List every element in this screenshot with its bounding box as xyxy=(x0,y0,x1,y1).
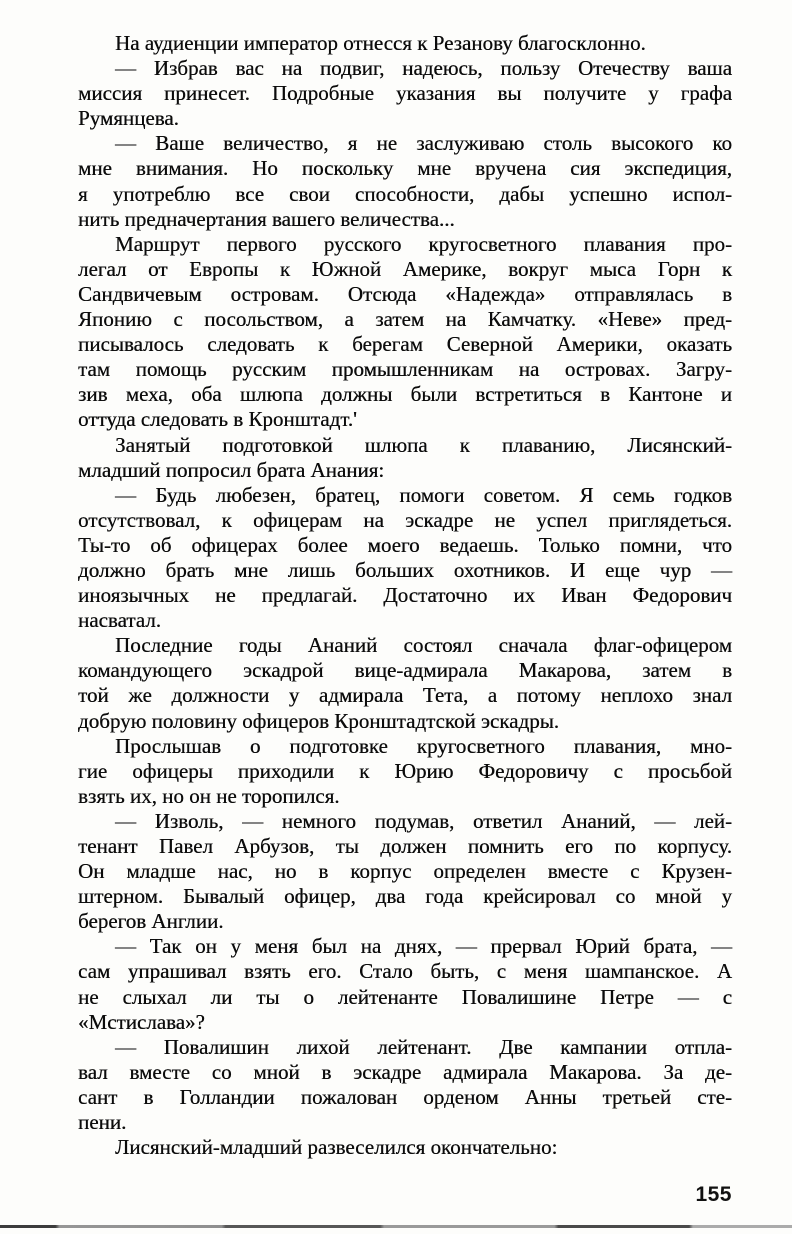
text-line: — Будь любезен, братец, помоги советом. Я семь годков xyxy=(115,482,732,507)
text-line: той же должности у адмирала Тета, а потому неплохо знал xyxy=(78,683,732,708)
text-line: — Так он у меня был на днях, — прервал Юрий брата, — xyxy=(115,934,732,959)
text-line: насватал. xyxy=(78,608,161,633)
text-line: должно брать мне лишь больших охотников. И еще чур — xyxy=(78,557,732,582)
scan-artifact-line xyxy=(0,1225,792,1228)
text-line: — Избрав вас на подвиг, надеюсь, пользу Отечеству ваша xyxy=(115,56,732,81)
text-line: гие офицеры приходили к Юрию Федоровичу с просьбой xyxy=(78,758,732,783)
text-line: Занятый подготовкой шлюпа к плаванию, Лисянский- xyxy=(115,432,732,457)
text-line: не слыхал ли ты о лейтенанте Повалишине Петре — с xyxy=(78,984,732,1009)
text-line: сам упрашивал взять его. Стало быть, с меня шампанское. А xyxy=(78,959,732,984)
text-line: — Изволь, — немного подумав, ответил Ананий, — лей- xyxy=(115,808,732,833)
text-line: тенант Павел Арбузов, ты должен помнить его по корпусу. xyxy=(78,834,732,858)
text-line: вал вместе со мной в эскадре адмирала Макарова. За де- xyxy=(78,1059,732,1084)
text-line: Румянцева. xyxy=(78,106,179,131)
text-line: добрую половину офицеров Кронштадтской эскадры. xyxy=(78,708,560,733)
text-line: Он младше нас, но в корпус определен вместе с Крузен- xyxy=(78,859,732,884)
text-line: На аудиенции император отнесся к Резанову благосклонно. xyxy=(115,31,646,55)
page-number: 155 xyxy=(695,1183,732,1206)
text-line: Сандвичевым островам. Отсюда «Надежда» отправлялась в xyxy=(78,281,732,306)
text-line: берегов Англии. xyxy=(78,909,224,934)
text-line: оттуда следовать в Кронштадт.' xyxy=(78,407,357,432)
text-line: пени. xyxy=(78,1110,127,1135)
text-line: миссия принесет. Подробные указания вы получите у графа xyxy=(78,81,732,106)
text-line: писывалось следовать к берегам Северной Америки, оказать xyxy=(78,332,732,357)
text-line: Маршрут первого русского кругосветного плавания про- xyxy=(115,231,732,256)
text-line: — Ваше величество, я не заслуживаю столь высокого ко xyxy=(115,131,732,156)
text-line: отсутствовал, к офицерам на эскадре не успел приглядеться. xyxy=(78,507,732,532)
text-line: Последние годы Ананий состоял сначала флаг-офицером xyxy=(115,633,732,658)
text-line: Лисянский-младший развеселился окончательно: xyxy=(115,1135,558,1160)
text-line: Японию с посольством, а затем на Камчатку. «Неве» пред- xyxy=(78,307,732,332)
text-block xyxy=(78,31,732,1160)
text-line: младший попросил брата Анания: xyxy=(78,457,385,482)
text-line: Прослышав о подготовке кругосветного плавания, мно- xyxy=(115,733,732,758)
text-line: нить предначертания вашего величества... xyxy=(78,206,455,231)
text-line: «Мстислава»? xyxy=(78,1009,205,1034)
text-line: там помощь русским промышленникам на островах. Загру- xyxy=(78,357,732,382)
text-line: мне внимания. Но поскольку мне вручена сия экспедиция, xyxy=(78,156,732,181)
text-line: — Повалишин лихой лейтенант. Две кампании отпла- xyxy=(115,1034,732,1059)
text-line: командующего эскадрой вице-адмирала Макарова, затем в xyxy=(78,658,732,683)
text-line: взять их, но он не торопился. xyxy=(78,783,340,808)
text-line: сант в Голландии пожалован орденом Анны третьей сте- xyxy=(78,1084,732,1109)
text-line: я употреблю все свои способности, дабы успешно испол- xyxy=(78,181,732,206)
text-line: штерном. Бывалый офицер, два года крейсировал со мной у xyxy=(78,884,732,909)
text-line: легал от Европы к Южной Америке, вокруг мыса Горн к xyxy=(78,256,732,281)
text-line: иноязычных не предлагай. Достаточно их Иван Федорович xyxy=(78,583,732,608)
text-line: Ты-то об офицерах более моего ведаешь. Только помни, что xyxy=(78,532,732,557)
text-line: зив меха, оба шлюпа должны были встретиться в Кантоне и xyxy=(78,382,732,407)
